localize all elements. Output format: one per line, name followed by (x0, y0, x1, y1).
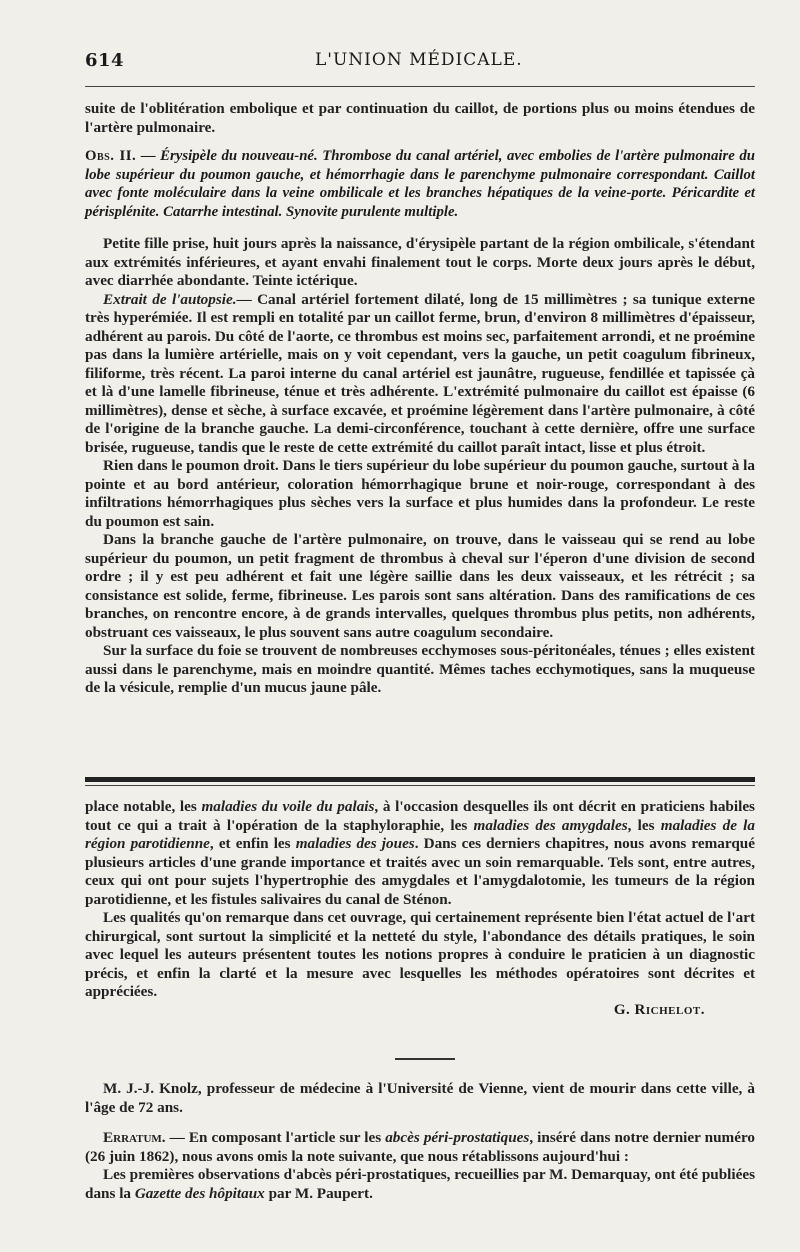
review-paragraph-1 (85, 798, 755, 909)
erratum-notice (85, 1129, 755, 1166)
note-text-b: par M. Paupert. (264, 1184, 373, 1202)
page-header (85, 50, 755, 80)
erratum-note (85, 1166, 755, 1203)
case-paragraph-1: Petite fille prise, huit jours après la naissance, d'érysipèle partant de la région ombilicale, s'étendant aux extrémités inférieures, et ayant envahi finalement tout le corps. Morte deux jours après le début, avec diarrhée abondante. Teinte ictérique. (85, 235, 755, 289)
note-italic: Gazette des hôpitaux (134, 1184, 265, 1202)
review-text-c: , les (627, 816, 661, 834)
intro-paragraph: suite de l'oblitération embolique et par continuation du caillot, de portions plus ou moins étendues de l'artère pulmonaire. (85, 100, 755, 136)
review-italic-1: maladies du voile du palais (201, 798, 375, 815)
notice-separator (395, 1058, 455, 1060)
review-paragraph-2: Les qualités qu'on remarque dans cet ouvrage, qui certainement représente bien l'état actuel de l'art chirurgical, sont surtout la simplicité et la netteté du style, l'abondance des détails pratiques, le soin avec lequel les auteurs présentent toutes les notions propres à conduire le praticien à un diagnostic précis, et enfin la clarté et la mesure avec lesquelles les méthodes opératoires sont décrites et appréciées. (85, 909, 755, 1000)
observation-title: — Érysipèle du nouveau-né. Thrombose du canal artériel, avec embolies de l'artère pulmonaire du lobe supérieur du poumon gauche, et hémorrhagie dans le parenchyme pulmonaire correspondant. Caillot avec fonte moléculaire dans la veine ombilicale et les branches hépatiques de la veine-porte. Péricardite et périsplénite. Catarrhe intestinal. Synovite purulente multiple. (85, 148, 756, 220)
observation-section (85, 100, 755, 698)
review-italic-3: maladies de la région parotidienne (85, 816, 756, 852)
observation-label: Obs. II. (85, 148, 137, 164)
review-section (85, 798, 755, 1019)
erratum-italic: abcès péri-prostatiques (385, 1129, 530, 1146)
autopsy-lead: Extrait de l'autopsie. (103, 290, 237, 308)
page-number: 614 (85, 50, 125, 71)
erratum-text-b: , inséré dans notre dernier numéro (26 juin 1862), nous avons omis la note suivante, que nous rétablissons aujourd'hui : (85, 1129, 755, 1165)
erratum-label: Erratum. (103, 1129, 166, 1146)
case-paragraph-4: Dans la branche gauche de l'artère pulmonaire, on trouve, dans le vaisseau qui se rend au lobe supérieur du poumon, un petit fragment de thrombus à cheval sur l'éperon d'une division de second ordre ; il y est peu adhérent et fait une légère saillie dans les deux vaisseaux, et les rétrécit ; sa consistance est solide, ferme, fibrineuse. Les parois sont sans altération. Dans des ramifications de ces branches, on rencontre encore, à de grands intervalles, quelques thrombus plus petits, non adhérents, obstruant ces vaisseaux, le plus souvent sans autre coagulum secondaire. (85, 531, 755, 641)
signature: G. Richelot. (613, 1001, 705, 1018)
running-title: L'UNION MÉDICALE. (315, 50, 523, 70)
case-paragraph-5: Sur la surface du foie se trouvent de nombreuses ecchymoses sous-péritonéales, ténues ; elles existent aussi dans le parenchyme, mais en moindre quantité. Mêmes taches ecchymotiques, sans la muqueuse de la vésicule, remplie d'un mucus jaune pâle. (85, 642, 755, 696)
section-divider (85, 777, 755, 782)
autopsy-text: — Canal artériel fortement dilaté, long de 15 millimètres ; sa tunique externe très hyperémiée. Il est rempli en totalité par un caillot ferme, brun, d'environ 8 millimètres d'épaisseur, adhérent au parois. Du côté de l'aorte, ce thrombus est moins sec, parfaitement arrondi, et ne proémine pas dans la lumière artérielle, mais on y voit cependant, vers la gauche, un petit coagulum fibrineux, filiforme, très récent. La paroi interne du canal artériel est jaunâtre, rugueuse, fendillée et tapissée çà et là d'une lamelle fibrineuse, ténue et très adhérente. L'extrémité pulmonaire du caillot est épaisse (6 millimètres), dense et sèche, à surface excavée, et proémine légèrement dans l'artère pulmonaire, à côté de l'origine de la branche gauche. La demi-circonférence, touchant à cette dernière, offre une surface brisée, rugueuse, tandis que le reste de cette extrémité du caillot paraît intact, lisse et plus étroit. (85, 290, 755, 456)
review-text-b: , à l'occasion desquelles ils ont décrit en praticiens habiles tout ce qui a trait à l'opération de la staphyloraphie, les (85, 798, 755, 834)
case-paragraph-3: Rien dans le poumon droit. Dans le tiers supérieur du lobe supérieur du poumon gauche, surtout à la pointe et au bord antérieur, coloration hémorrhagique brune et noir-rouge, correspondant à des infiltrations hémorrhagiques plus sèches vers la surface et plus humides dans la profondeur. Le reste du poumon est sain. (85, 457, 755, 530)
autopsy-paragraph (85, 291, 755, 458)
review-italic-4: maladies des joues (295, 835, 415, 852)
review-italic-2: maladies des amygdales (473, 816, 628, 834)
header-rule (85, 86, 755, 87)
observation-heading (85, 147, 755, 221)
obituary-notice: M. J.-J. Knolz, professeur de médecine à l'Université de Vienne, vient de mourir dans cette ville, à l'âge de 72 ans. (85, 1080, 755, 1116)
review-text-d: , et enfin les (209, 835, 296, 852)
erratum-text-a: — En composant l'article sur les (165, 1129, 386, 1146)
section-divider-thin (85, 785, 755, 786)
notices-section (85, 1080, 755, 1203)
note-text-a: Les premières observations d'abcès péri-prostatiques, recueillies par M. Demarquay, ont été publiées dans la (85, 1166, 755, 1202)
review-text-e: . Dans ces derniers chapitres, nous avons remarqué plusieurs articles d'une grande importance et traités avec un soin remarquable. Tels sont, entre autres, ceux qui ont pour sujets l'hypertrophie des amygdales et l'amygdalotomie, les tumeurs de la région parotidienne, et les fistules salivaires du canal de Sténon. (85, 835, 755, 908)
review-text-a: place notable, les (85, 798, 202, 815)
